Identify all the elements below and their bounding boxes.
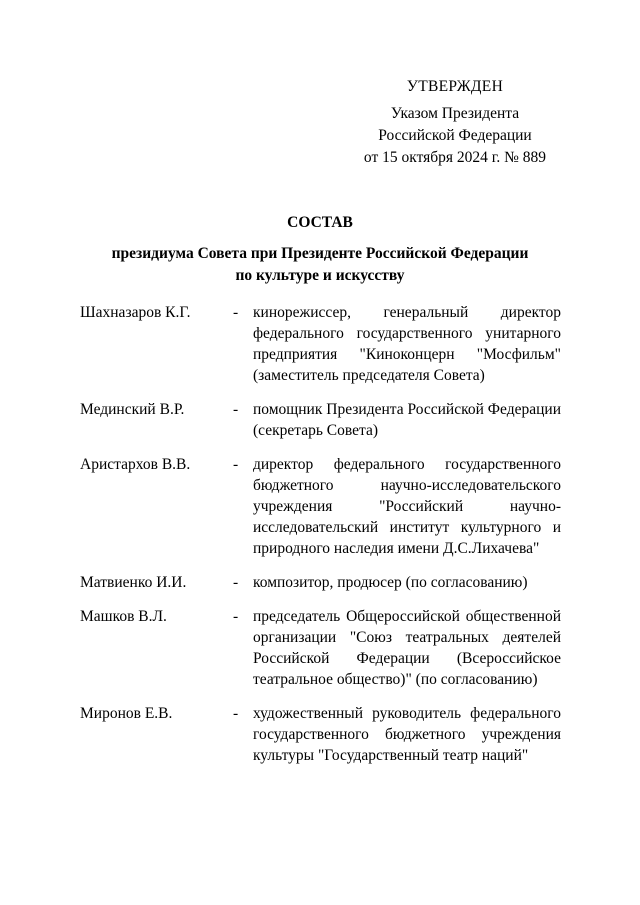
member-name: Шахназаров К.Г. xyxy=(80,304,191,321)
member-row xyxy=(80,302,563,386)
member-name: Аристархов В.В. xyxy=(80,456,191,473)
member-row xyxy=(80,572,563,593)
member-dash: - xyxy=(233,574,239,591)
member-row xyxy=(80,606,563,690)
member-dash: - xyxy=(233,705,239,722)
member-position: композитор, продюсер (по согласованию) xyxy=(253,574,528,591)
document-heading xyxy=(0,212,640,287)
member-name: Мединский В.Р. xyxy=(80,401,185,418)
member-position: художественный руководитель федерального государственного бюджетного учреждения культуры "Государственный театр наций" xyxy=(253,705,561,764)
member-position: директор федерального государственного бюджетного научно-исследовательского учреждения "Российский научно-исследовательский институт культурного и природного наследия имени Д.С.Лихачева" xyxy=(253,456,561,557)
member-name: Матвиенко И.И. xyxy=(80,574,187,591)
member-row xyxy=(80,454,563,559)
members-list xyxy=(80,302,563,779)
member-dash: - xyxy=(233,608,239,625)
document-title: СОСТАВ xyxy=(287,214,353,231)
member-dash: - xyxy=(233,304,239,321)
member-name: Машков В.Л. xyxy=(80,608,167,625)
approval-line: Российской Федерации xyxy=(378,127,532,144)
approval-line: Указом Президента xyxy=(390,105,520,122)
approval-block xyxy=(330,76,580,169)
member-dash: - xyxy=(233,401,239,418)
member-position: кинорежиссер, генеральный директор федерального государственного унитарного предприятия "Киноконцерн "Мосфильм" (заместитель председателя Совета) xyxy=(253,304,561,384)
member-row xyxy=(80,703,563,766)
approval-title: УТВЕРЖДЕН xyxy=(406,78,504,95)
member-dash: - xyxy=(233,456,239,473)
document-subtitle-line: по культуре и искусству xyxy=(235,267,405,284)
approval-line: от 15 октября 2024 г. № 889 xyxy=(363,149,547,166)
member-position: председатель Общероссийской общественной организации "Союз театральных деятелей Российской Федерации (Всероссийское театральное общество)" (по согласованию) xyxy=(253,608,561,688)
member-row xyxy=(80,399,563,441)
member-position: помощник Президента Российской Федерации (секретарь Совета) xyxy=(253,401,561,439)
document-subtitle-line: президиума Совета при Президенте Российской Федерации xyxy=(111,245,529,262)
member-name: Миронов Е.В. xyxy=(80,705,173,722)
